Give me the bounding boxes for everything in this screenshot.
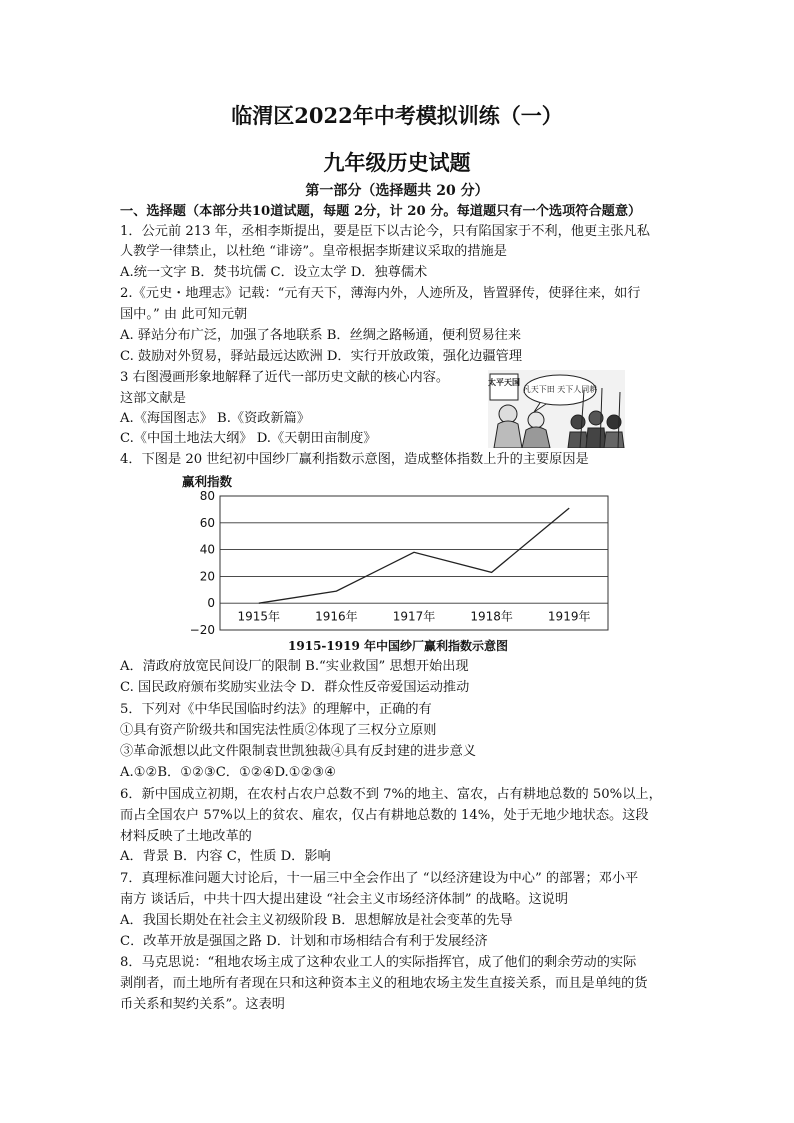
text-line: 材料反映了土地改革的 <box>120 829 252 844</box>
cartoon-illustration <box>488 370 625 448</box>
text-line: ③革命派想以此文件限制袁世凯独裁④具有反封建的进步意义 <box>120 744 477 759</box>
y-tick-labels <box>190 489 215 637</box>
profit-index-chart <box>178 472 618 654</box>
text-line: A.统一文字 B．焚书坑儒 C．设立太学 D．独尊儒术 <box>120 265 428 280</box>
text-line: A.《海国图志》 B.《资政新篇》 <box>120 411 311 426</box>
text-line: 2.《元史・地理志》记载：“元有天下，薄海内外，人迹所及，皆置驿传，使驿往来，如行 <box>120 286 641 301</box>
cartoon-bubble-text: 凡天下田 天下人同耕 <box>522 385 598 394</box>
text-line: 1．公元前 213 年，丞相李斯提出，要是臣下以古论今，只有陷国家于不利，他更主张凡私 <box>120 224 650 239</box>
text-line: C.《中国土地法大纲》 D.《天朝田亩制度》 <box>120 431 377 446</box>
x-tick-label: 1915年 <box>237 609 281 624</box>
text-line: 7．真理标准问题大讨论后，十一届三中全会作出了 “以经济建设为中心” 的部署；邓小平 <box>120 871 639 886</box>
text-line: C. 鼓励对外贸易，驿站最远达欧洲 D．实行开放政策，强化边疆管理 <box>120 349 523 364</box>
text-line: 南方 谈话后，中共十四大提出建设 “社会主义市场经济体制” 的战略。这说明 <box>120 892 569 907</box>
text-line: C. 国民政府颁布奖励实业法令 D．群众性反帝爱国运动推动 <box>120 680 470 695</box>
text-line: ①具有资产阶级共和国宪法性质②体现了三权分立原则 <box>120 723 437 738</box>
chart-title: 1915-1919 年中国纱厂赢利指数示意图 <box>288 639 508 653</box>
x-tick-labels <box>238 609 591 624</box>
text-line: 4．下图是 20 世纪初中国纱厂赢利指数示意图，造成整体指数上升的主要原因是 <box>120 452 589 467</box>
y-tick-label: 80 <box>199 489 215 503</box>
x-tick-label: 1916年 <box>315 609 358 624</box>
exam-title: 临渭区2022年中考模拟训练（一） <box>231 103 563 128</box>
text-line: 5．下列对《中华民国临时约法》的理解中，正确的有 <box>120 702 432 717</box>
text-line: A．背景 B．内容 C，性质 D．影响 <box>120 849 331 864</box>
y-tick-label: 0 <box>207 596 215 611</box>
text-line: 而占全国农户 57%以上的贫农、雇农，仅占有耕地总数的 14%，处于无地少地状态。这段 <box>120 808 649 823</box>
x-tick-label: 1919年 <box>547 609 591 624</box>
text-line: 币关系和契约关系”。这表明 <box>120 997 285 1012</box>
text-line: A．我国长期处在社会主义初级阶段 B．思想解放是社会变革的先导 <box>120 913 513 928</box>
text-line: A．清政府放宽民间设厂的限制 B.“实业救国” 思想开始出现 <box>120 659 469 674</box>
part-heading: 第一部分（选择题共 20 分） <box>305 183 489 199</box>
y-tick-label: 60 <box>199 515 215 530</box>
cartoon-sign-text: 太平天国 <box>488 378 520 387</box>
x-tick-label: 1917年 <box>392 609 436 624</box>
y-tick-label: −20 <box>189 623 215 637</box>
y-tick-label: 40 <box>199 542 215 557</box>
y-axis-label: 赢利指数 <box>182 474 233 489</box>
text-line: 人教学一律禁止，以杜绝 “诽谤”。皇帝根据李斯建议采取的措施是 <box>120 244 507 259</box>
text-line: A.①②B．①②③C．①②④D.①②③④ <box>120 765 337 780</box>
text-line: 3 右图漫画形象地解释了近代一部历史文献的核心内容。 <box>120 370 450 385</box>
text-line: 剥削者，而土地所有者现在只和这种资本主义的租地农场主发生直接关系，而且是单纯的货 <box>120 976 648 991</box>
text-line: 这部文献是 <box>120 391 186 406</box>
x-tick-label: 1918年 <box>470 609 513 624</box>
text-line: 8．马克思说：“租地农场主成了这种农业工人的实际指挥官，成了他们的剩余劳动的实际 <box>120 955 637 970</box>
section-heading: 一、选择题（本部分共10道试题，每题 2分，计 20 分。每道题只有一个选项符合题意） <box>120 204 642 219</box>
text-line: 6．新中国成立初期，在农村占农户总数不到 7%的地主、富农，占有耕地总数的 50%以上， <box>120 787 662 802</box>
text-line: A. 驿站分布广泛，加强了各地联系 B．丝绸之路畅通，便利贸易往来 <box>120 328 522 343</box>
text-line: 国中。” 由 此可知元朝 <box>120 307 248 322</box>
exam-subtitle: 九年级历史试题 <box>323 150 471 175</box>
text-line: C．改革开放是强国之路 D．计划和市场相结合有利于发展经济 <box>120 934 488 949</box>
y-tick-label: 20 <box>199 569 215 584</box>
